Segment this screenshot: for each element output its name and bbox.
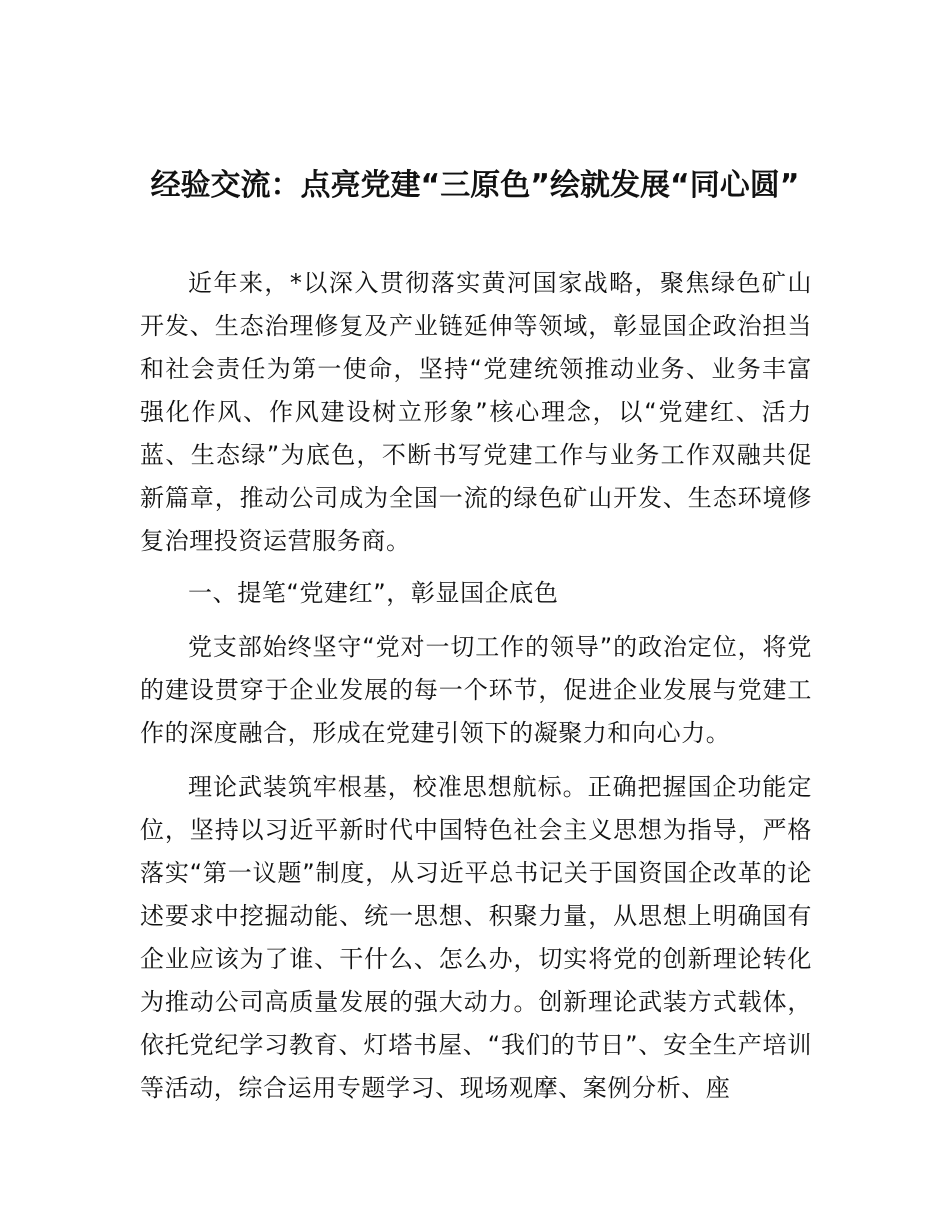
body-paragraph-3: 理论武装筑牢根基，校准思想航标。正确把握国企功能定位，坚持以习近平新时代中国特色社会主义思想为指导，严格落实“第一议题”制度，从习近平总书记关于国资国企改革的论述要求中挖掘动能、统一思想、积聚力量，从思想上明确国有企业应该为了谁、干什么、怎么办，切实将党的创新理论转化为推动公司高质量发展的强大动力。创新理论武装方式载体，依托党纪学习教育、灯塔书屋、“我们的节日”、安全生产培训等活动，综合运用专题学习、现场观摩、案例分析、座: [140, 773, 812, 1102]
body-paragraph-2: 党支部始终坚守“党对一切工作的领导”的政治定位，将党的建设贯穿于企业发展的每一个环节，促进企业发展与党建工作的深度融合，形成在党建引领下的凝聚力和向心力。: [140, 633, 812, 747]
section-heading-1: 一、提笔“党建红”，彰显国企底色: [188, 579, 559, 607]
document-body: [140, 262, 812, 1110]
document-title: 经验交流：点亮党建“三原色”绘就发展“同心圆”: [150, 168, 800, 203]
intro-paragraph: 近年来，*以深入贯彻落实黄河国家战略，聚焦绿色矿山开发、生态治理修复及产业链延伸等领域，彰显国企政治担当和社会责任为第一使命，坚持“党建统领推动业务、业务丰富强化作风、作风建设树立形象”核心理念，以“党建红、活力蓝、生态绿”为底色，不断书写党建工作与业务工作双融共促新篇章，推动公司成为全国一流的绿色矿山开发、生态环境修复治理投资运营服务商。: [140, 269, 812, 555]
